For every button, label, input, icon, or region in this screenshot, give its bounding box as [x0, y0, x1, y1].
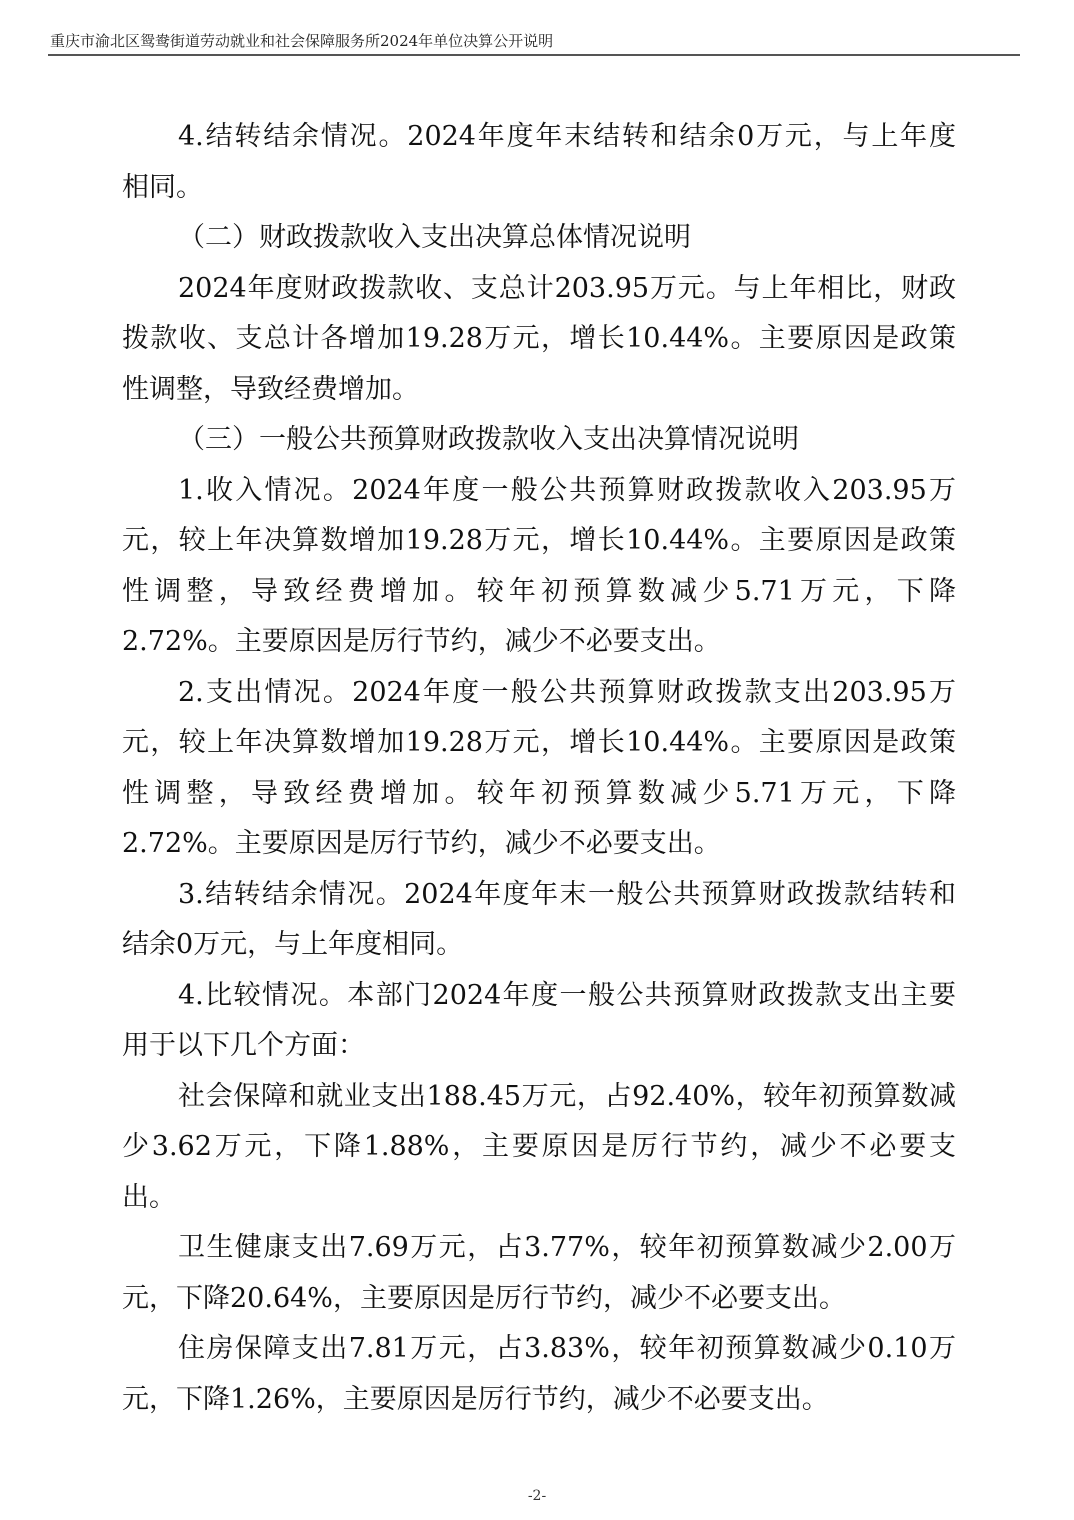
text-line: 2.72%。主要原因是厉行节约，减少不必要支出。 [122, 828, 721, 859]
paragraph [122, 1072, 956, 1224]
text-line: 性调整，导致经费增加。较年初预算数减少5.71万元，下降 [122, 575, 956, 607]
paragraph [122, 668, 956, 870]
text-line: （二）财政拨款收入支出决算总体情况说明 [178, 222, 691, 253]
paragraph [122, 264, 956, 416]
text-line: （三）一般公共预算财政拨款收入支出决算情况说明 [178, 424, 799, 455]
text-line: 3.结转结余情况。2024年度年末一般公共预算财政拨款结转和 [178, 878, 956, 910]
text-line: 性调整，导致经费增加。 [122, 373, 419, 405]
running-header: 重庆市渝北区鸳鸯街道劳动就业和社会保障服务所2024年单位决算公开说明 [50, 32, 554, 50]
text-line: 少3.62万元，下降1.88%，主要原因是厉行节约，减少不必要支 [122, 1131, 956, 1162]
text-line: 元，较上年决算数增加19.28万元，增长10.44%。主要原因是政策 [122, 525, 956, 556]
text-line: 卫生健康支出7.69万元，占3.77%，较年初预算数减少2.00万 [178, 1232, 956, 1263]
text-line: 结余0万元，与上年度相同。 [122, 929, 464, 960]
text-line: 住房保障支出7.81万元，占3.83%，较年初预算数减少0.10万 [178, 1333, 956, 1364]
paragraph [122, 466, 956, 668]
text-line: 用于以下几个方面： [122, 1030, 365, 1061]
text-line: 元，较上年决算数增加19.28万元，增长10.44%。主要原因是政策 [122, 727, 956, 758]
text-line: 1.收入情况。2024年度一般公共预算财政拨款收入203.95万 [178, 474, 956, 506]
page-number: -2- [527, 1488, 547, 1504]
text-line: 2.支出情况。2024年度一般公共预算财政拨款支出203.95万 [178, 676, 956, 708]
paragraph [122, 1324, 956, 1425]
paragraph [122, 870, 956, 971]
text-line: 元，下降1.26%，主要原因是厉行节约，减少不必要支出。 [122, 1383, 829, 1415]
text-line: 相同。 [122, 171, 203, 203]
text-line: 4.结转结余情况。2024年度年末结转和结余0万元，与上年度 [178, 121, 956, 152]
text-line: 出。 [122, 1181, 176, 1213]
text-line: 2.72%。主要原因是厉行节约，减少不必要支出。 [122, 626, 721, 657]
text-line: 性调整，导致经费增加。较年初预算数减少5.71万元，下降 [122, 777, 956, 809]
text-line: 4.比较情况。本部门2024年度一般公共预算财政拨款支出主要 [178, 979, 956, 1011]
header-rule [48, 54, 1020, 56]
text-line: 2024年度财政拨款收、支总计203.95万元。与上年相比，财政 [178, 272, 956, 304]
section-heading [122, 415, 956, 466]
text-line: 元，下降20.64%，主要原因是厉行节约，减少不必要支出。 [122, 1282, 846, 1314]
text-line: 拨款收、支总计各增加19.28万元，增长10.44%。主要原因是政策 [122, 323, 956, 354]
paragraph [122, 1223, 956, 1324]
section-heading [122, 213, 956, 264]
paragraph [122, 971, 956, 1072]
paragraph [122, 112, 956, 213]
text-line: 社会保障和就业支出188.45万元，占92.40%，较年初预算数减 [178, 1080, 956, 1112]
document-body [122, 112, 956, 1425]
